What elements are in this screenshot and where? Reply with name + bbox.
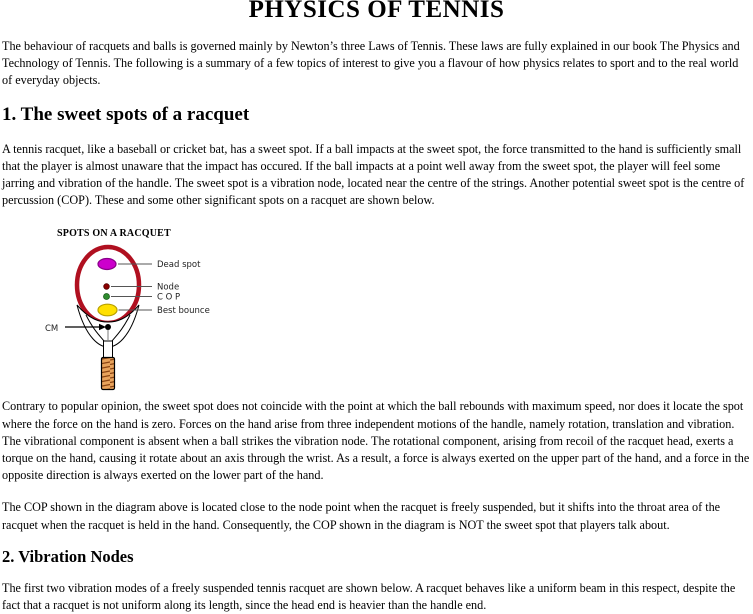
cop-marker xyxy=(104,294,110,300)
racquet-shaft xyxy=(104,341,113,358)
intro-paragraph: The behaviour of racquets and balls is governed mainly by Newton’s three Laws of Tennis. These laws are fully explained in our book The Physics and Technology of Tennis. The following is a summary of a few topics of interest to give you a flavour of how physics relates to sport and to the real world of everyday objects. xyxy=(2,39,740,88)
best-bounce-label: Best bounce xyxy=(157,306,210,317)
section2-paragraph-1: The first two vibration modes of a freely suspended tennis racquet are shown below. A racquet behaves like a uniform beam in this respect, despite the fact that a racquet is not uniform along its length, since the head end is heavier than the handle end. xyxy=(2,580,736,613)
dead-spot-label: Dead spot xyxy=(157,260,201,271)
racquet-diagram xyxy=(32,221,247,391)
node-marker xyxy=(104,284,110,290)
racquet-grip xyxy=(102,358,115,390)
diagram-title: SPOTS ON A RACQUET xyxy=(57,228,171,240)
section1-heading: 1. The sweet spots of a racquet xyxy=(2,103,250,125)
section1-paragraph-3: The COP shown in the diagram above is located close to the node point when the racquet is freely suspended, but it shifts into the throat area of the racquet when the racquet is held in the hand. Consequently, the COP shown in the diagram is NOT the sweet spot that players talk about. xyxy=(2,500,721,532)
cop-label: C O P xyxy=(157,292,181,303)
racquet-diagram-svg xyxy=(32,221,247,391)
section2-heading: 2. Vibration Nodes xyxy=(2,546,134,566)
cm-label: CM xyxy=(45,324,59,335)
page-title: PHYSICS OF TENNIS xyxy=(248,0,505,23)
node-label: Node xyxy=(157,282,180,293)
section1-paragraph-1: A tennis racquet, like a baseball or cricket bat, has a sweet spot. If a ball impacts at the sweet spot, the force transmitted to the hand is sufficiently small that the player is almost unaware that the impact has occured. If the ball impacts at a point well away from the sweet spot, the player will feel some jarring and vibration of the handle. The sweet spot is a vibration node, located near the centre of the strings. Another potential sweet spot is the centre of percussion (COP). These and some other significant spots on a racquet are shown below. xyxy=(2,141,745,208)
section1-paragraph-2: Contrary to popular opinion, the sweet spot does not coincide with the point at which the ball rebounds with maximum speed, nor does it locate the spot where the force on the hand is zero. Forces on the hand arise from three independent motions of the handle, namely rotation, translation and vibration. The vibrational component is absent when a ball strikes the vibration node. The rotational component, arising from recoil of the racquet head, exerts a torque on the hand, causing it rotate about an axis through the wrist. As a result, a force is always exerted on the upper part of the hand, and a force in the opposite direction is always exerted on the lower part of the hand. xyxy=(2,399,750,483)
dead-spot-marker xyxy=(98,259,116,270)
best-bounce-marker xyxy=(98,305,117,317)
